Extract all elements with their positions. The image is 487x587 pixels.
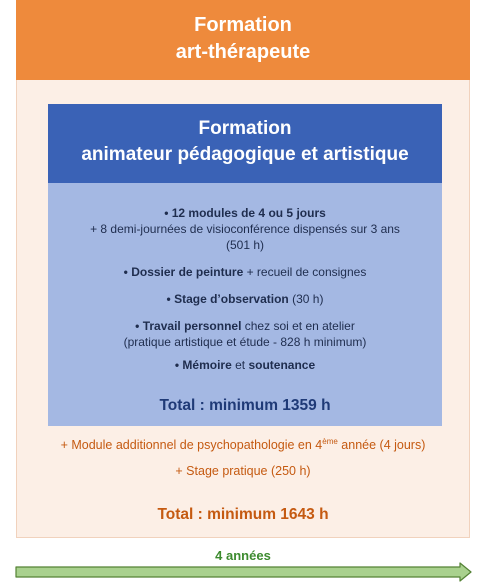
item-painting-file-label: • Dossier de peinture bbox=[123, 265, 244, 279]
item-modules bbox=[48, 205, 442, 221]
item-observation-label: • Stage d’observation bbox=[166, 292, 289, 306]
item-modules-hours: (501 h) bbox=[225, 238, 265, 252]
extra-psychopathology-suffix: année (4 jours) bbox=[337, 438, 426, 452]
item-thesis-label: • Mémoire bbox=[174, 358, 232, 372]
item-personal-work-label: • Travail personnel bbox=[135, 319, 242, 333]
timeline-arrow-icon bbox=[14, 562, 474, 582]
duration-label: 4 années bbox=[215, 548, 271, 563]
item-personal-work bbox=[48, 318, 442, 334]
item-observation-rest: (30 h) bbox=[288, 292, 324, 306]
item-thesis bbox=[48, 357, 442, 373]
extra-psychopathology-sup: ème bbox=[322, 436, 338, 446]
item-observation bbox=[48, 291, 442, 307]
item-thesis-mid: et bbox=[231, 358, 249, 372]
extra-psychopathology-prefix: + Module additionnel de psychopathologie en 4 bbox=[60, 438, 323, 452]
animator-header bbox=[48, 104, 442, 183]
art-therapist-title-line2: art-thérapeute bbox=[175, 41, 311, 63]
item-painting-file-rest: + recueil de consignes bbox=[243, 265, 367, 279]
item-modules-label: • 12 modules de 4 ou 5 jours bbox=[164, 206, 326, 220]
extra-practical-internship: + Stage pratique (250 h) bbox=[175, 464, 311, 478]
item-painting-file bbox=[48, 264, 442, 280]
item-thesis-label2: soutenance bbox=[248, 358, 316, 372]
extra-psychopathology bbox=[16, 437, 470, 453]
art-therapist-header bbox=[16, 0, 470, 80]
animator-body bbox=[48, 183, 442, 426]
item-personal-work-rest: chez soi et en atelier bbox=[241, 319, 355, 333]
art-therapist-title-line1: Formation bbox=[194, 14, 292, 36]
item-personal-work-detail: (pratique artistique et étude - 828 h minimum) bbox=[123, 335, 367, 349]
animator-title-line1: Formation bbox=[198, 118, 292, 139]
art-therapist-total: Total : minimum 1643 h bbox=[157, 506, 329, 523]
item-modules-detail: + 8 demi-journées de visioconférence dispensés sur 3 ans bbox=[90, 222, 400, 236]
animator-total: Total : minimum 1359 h bbox=[159, 397, 331, 414]
animator-title-line2: animateur pédagogique et artistique bbox=[81, 144, 409, 165]
